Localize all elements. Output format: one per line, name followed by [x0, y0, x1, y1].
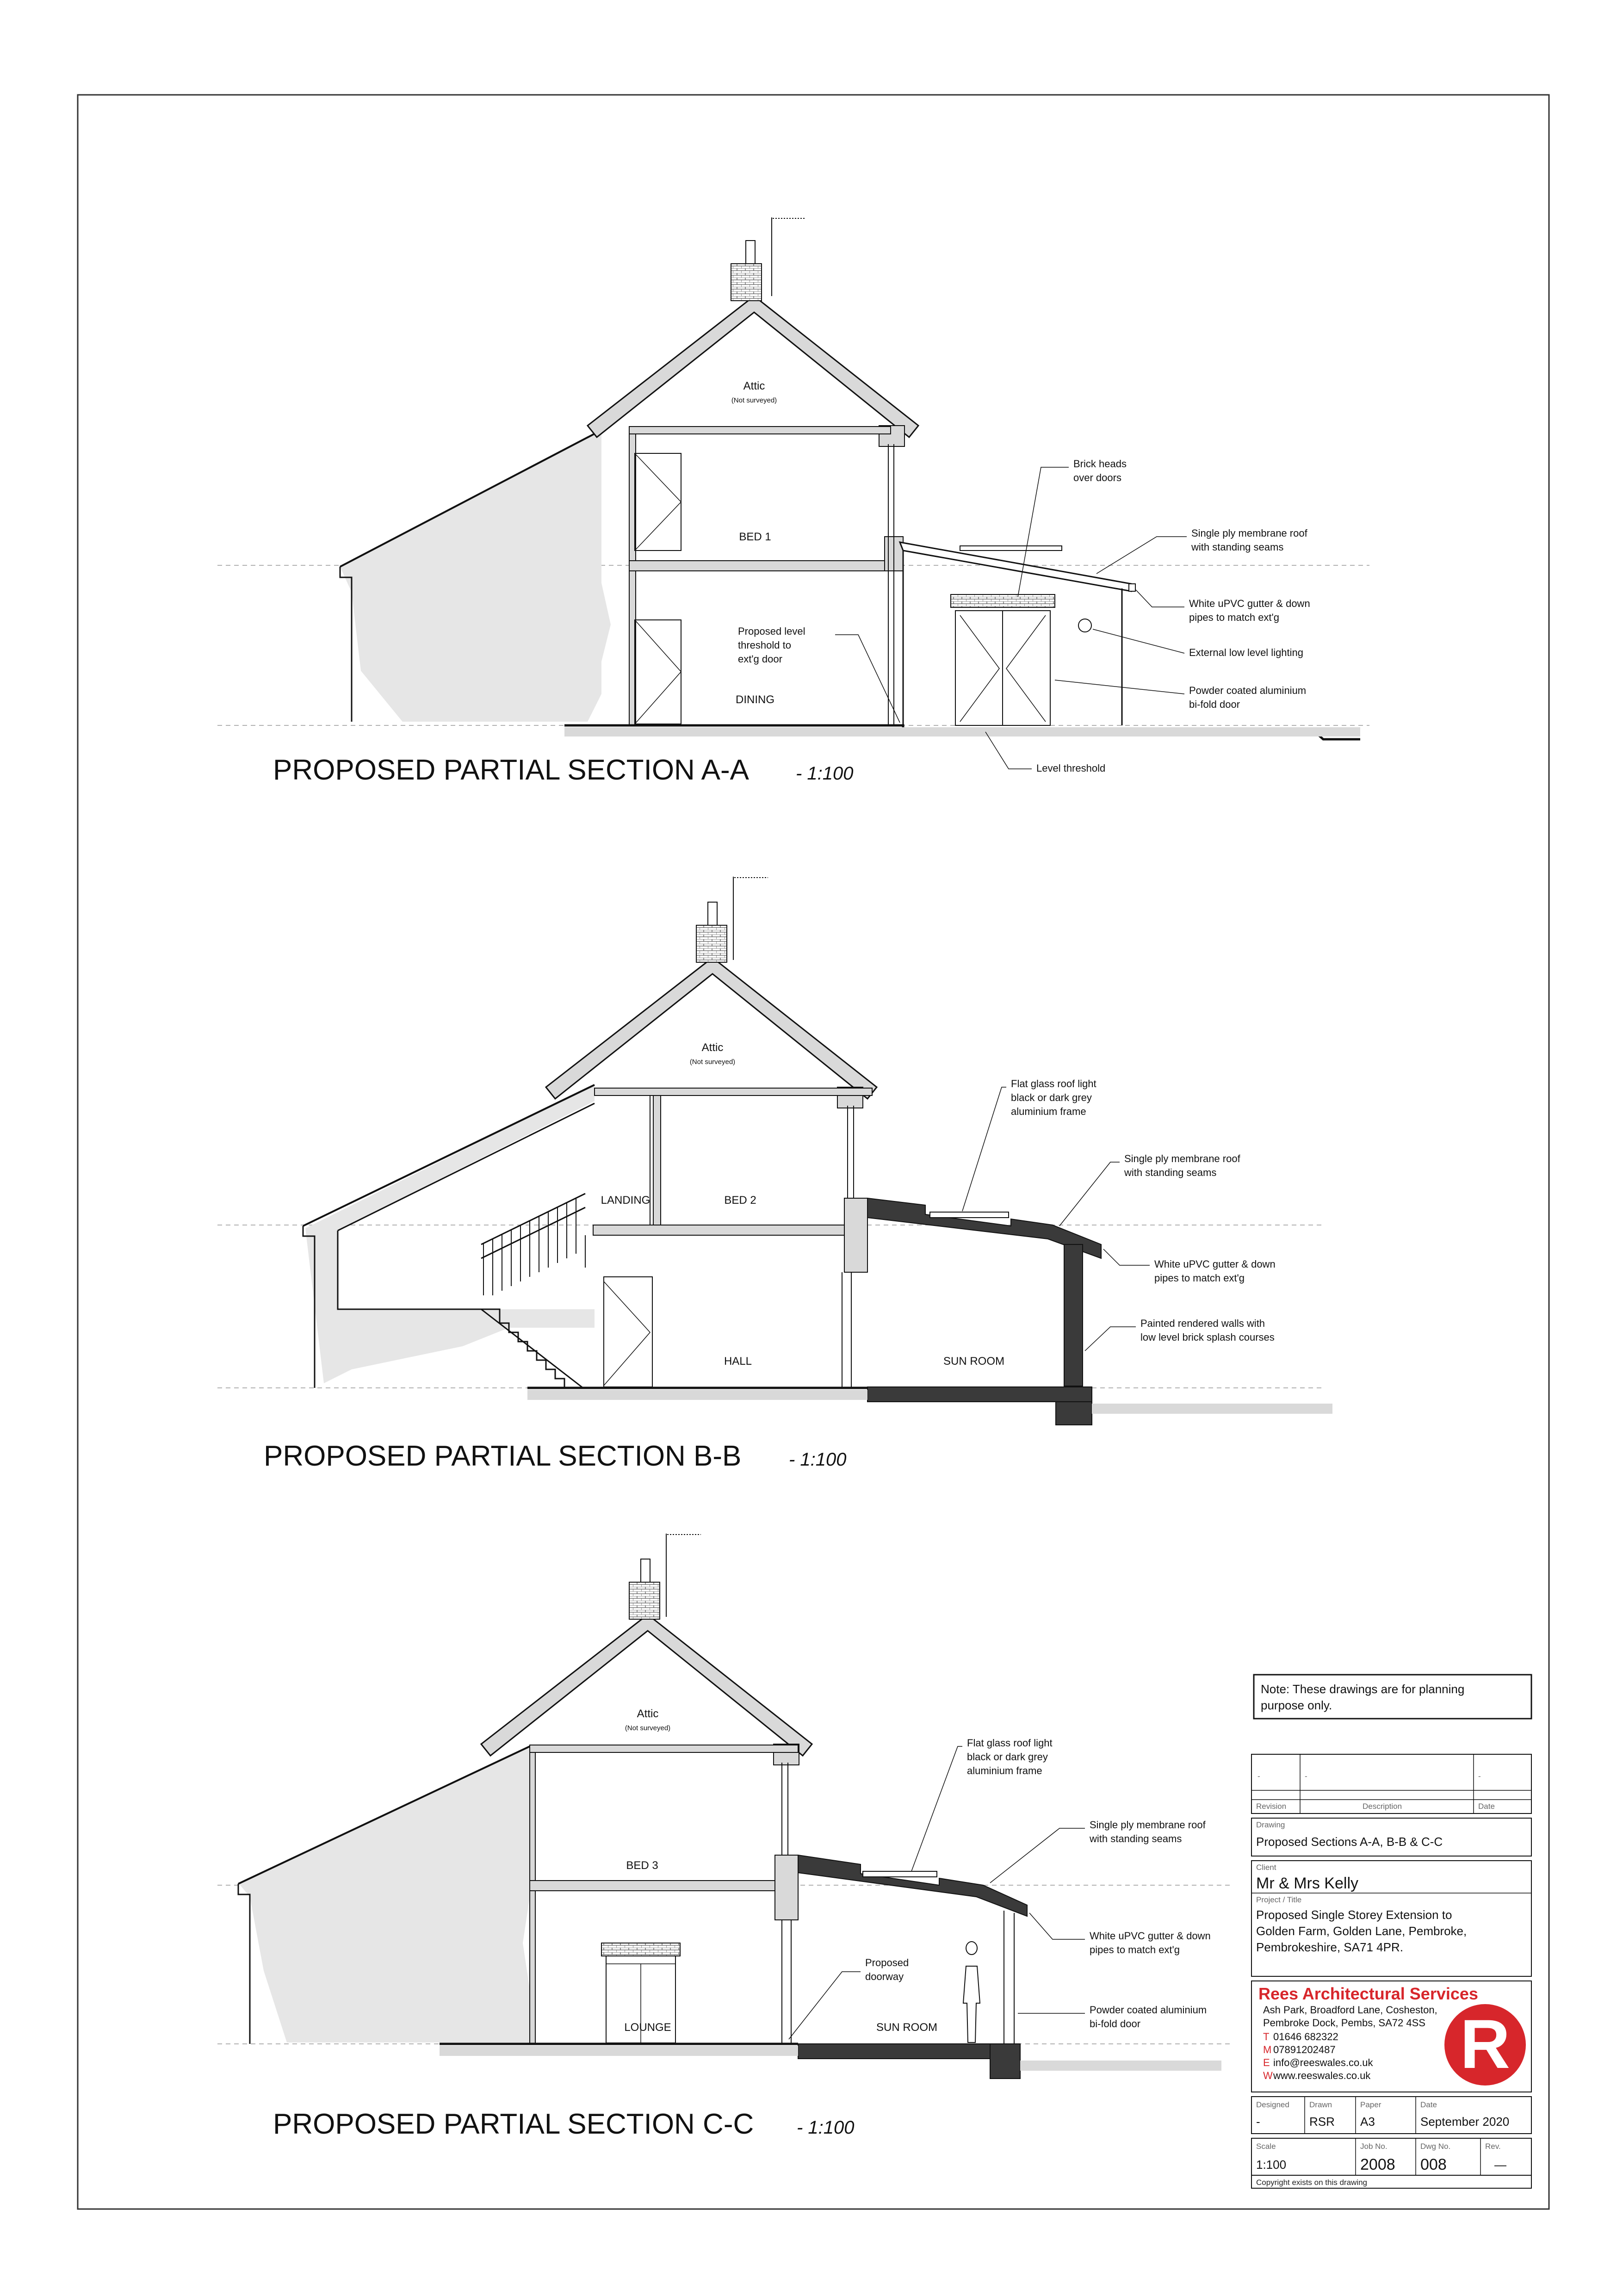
a-note-brick-heads-2: over doors — [1073, 472, 1121, 483]
tb-project-label: Project / Title — [1256, 1895, 1302, 1904]
tb-scale-label: Scale — [1256, 2142, 1276, 2151]
b-leaders — [962, 1087, 1150, 1351]
b-note-rooflight-3: aluminium frame — [1011, 1106, 1086, 1117]
tb-dwg-label: Dwg No. — [1420, 2142, 1451, 2151]
a-note-threshold-2: threshold to — [738, 639, 791, 651]
tb-job-value: 2008 — [1360, 2156, 1395, 2173]
a-note-threshold-1: Proposed level — [738, 625, 805, 637]
b-room-attic: Attic — [701, 1041, 724, 1054]
section-b-b — [217, 877, 1332, 1472]
c-room-attic: Attic — [637, 1708, 659, 1720]
a-room-bed1: BED 1 — [739, 531, 771, 543]
tb-date-value: - — [1478, 1772, 1481, 1781]
c-note-rooflight-3: aluminium frame — [967, 1765, 1042, 1776]
a-room-dining: DINING — [736, 693, 774, 706]
b-section-title: PROPOSED PARTIAL SECTION B-B — [264, 1440, 742, 1472]
tb-contact-w-key: W — [1263, 2070, 1273, 2081]
a-note-brick-heads-1: Brick heads — [1073, 458, 1127, 470]
tb-drawn-value: RSR — [1309, 2115, 1335, 2129]
c-section-scale: - 1:100 — [797, 2117, 855, 2138]
a-room-attic: Attic — [743, 380, 765, 392]
c-main-house — [481, 1534, 812, 2044]
b-note-rooflight-2: black or dark grey — [1011, 1092, 1092, 1103]
b-room-attic-note: (Not surveyed) — [689, 1058, 736, 1066]
a-section-title: PROPOSED PARTIAL SECTION A-A — [273, 754, 749, 786]
tb-contact-e-key: E — [1263, 2057, 1270, 2068]
c-proposed-extension — [798, 1855, 1027, 2079]
a-note-threshold-3: ext'g door — [738, 653, 782, 665]
c-room-sun-room: SUN ROOM — [876, 2021, 937, 2034]
tb-rev-value: - — [1258, 1772, 1260, 1781]
b-note-roof-1: Single ply membrane roof — [1124, 1153, 1240, 1164]
c-note-roof-2: with standing seams — [1090, 1833, 1182, 1844]
a-ground-line — [564, 725, 1360, 739]
tb-date-meta-label: Date — [1420, 2100, 1437, 2109]
tb-job-label: Job No. — [1360, 2142, 1388, 2151]
b-note-walls-2: low level brick splash courses — [1140, 1331, 1275, 1343]
c-note-doorway-1: Proposed — [865, 1957, 909, 1968]
c-note-gutter-1: White uPVC gutter & down — [1090, 1930, 1211, 1942]
b-note-gutter-2: pipes to match ext'g — [1154, 1272, 1245, 1284]
a-note-level-threshold: Level threshold — [1036, 762, 1106, 774]
tb-drawing-label: Drawing — [1256, 1820, 1285, 1829]
b-note-gutter-1: White uPVC gutter & down — [1154, 1258, 1276, 1270]
tb-date-meta-value: September 2020 — [1420, 2115, 1510, 2129]
c-note-roof-1: Single ply membrane roof — [1090, 1819, 1206, 1831]
b-note-roof-2: with standing seams — [1124, 1167, 1217, 1178]
c-note-rooflight-2: black or dark grey — [967, 1751, 1048, 1763]
a-note-roof-2: with standing seams — [1191, 541, 1284, 553]
tb-contact-w: www.reeswales.co.uk — [1273, 2070, 1371, 2081]
a-adjacent-outbuilding — [340, 430, 611, 722]
tb-contact-t: 01646 682322 — [1273, 2031, 1338, 2042]
b-proposed-extension — [867, 1198, 1101, 1425]
tb-paper-label: Paper — [1360, 2100, 1381, 2109]
logo-letter: R — [1460, 2005, 1511, 2083]
c-section-title: PROPOSED PARTIAL SECTION C-C — [273, 2108, 754, 2140]
tb-firm-name: Rees Architectural Services — [1258, 1984, 1478, 2003]
b-room-landing: LANDING — [601, 1194, 650, 1207]
title-block — [1251, 1675, 1531, 2188]
a-note-gutter-2: pipes to match ext'g — [1189, 612, 1279, 623]
c-adjacent-outbuilding — [238, 1746, 530, 2044]
tb-dwg-value: 008 — [1420, 2156, 1447, 2173]
tb-drawn-label: Drawn — [1309, 2100, 1332, 2109]
a-note-gutter-1: White uPVC gutter & down — [1189, 598, 1310, 609]
c-room-attic-note: (Not surveyed) — [625, 1724, 671, 1732]
tb-note-line-1: Note: These drawings are for planning — [1261, 1682, 1465, 1696]
a-proposed-extension — [900, 542, 1135, 725]
b-adjacent-outbuilding — [303, 1085, 595, 1388]
a-note-bifold-2: bi-fold door — [1189, 699, 1240, 710]
tb-rev-label: Revision — [1256, 1802, 1287, 1811]
tb-designed-label: Designed — [1256, 2100, 1289, 2109]
tb-contact-m: 07891202487 — [1273, 2044, 1336, 2055]
tb-date-label: Date — [1478, 1802, 1495, 1811]
tb-desc-label: Description — [1363, 1802, 1402, 1811]
c-room-bed3: BED 3 — [626, 1859, 658, 1872]
tb-contact-e: info@reeswales.co.uk — [1273, 2057, 1373, 2068]
b-room-bed2: BED 2 — [724, 1194, 756, 1207]
c-leaders — [789, 1746, 1085, 2039]
a-note-roof-1: Single ply membrane roof — [1191, 527, 1307, 539]
a-room-attic-note: (Not surveyed) — [731, 396, 777, 404]
section-a-a — [217, 217, 1369, 786]
tb-project-line-1: Proposed Single Storey Extension to — [1256, 1908, 1452, 1922]
tb-drawing-value: Proposed Sections A-A, B-B & C-C — [1256, 1835, 1443, 1849]
tb-scale-value: 1:100 — [1256, 2158, 1287, 2172]
tb-rev-meta-value: — — [1494, 2158, 1506, 2172]
tb-copyright: Copyright exists on this drawing — [1256, 2178, 1368, 2187]
c-note-doorway-2: doorway — [865, 1971, 904, 1982]
a-note-lighting: External low level lighting — [1189, 647, 1304, 658]
tb-client-label: Client — [1256, 1863, 1276, 1872]
tb-designed-value: - — [1256, 2115, 1260, 2129]
tb-client-value: Mr & Mrs Kelly — [1256, 1875, 1358, 1892]
tb-desc-value: - — [1305, 1772, 1307, 1781]
b-room-sun-room: SUN ROOM — [943, 1355, 1004, 1368]
c-note-rooflight-1: Flat glass roof light — [967, 1737, 1053, 1749]
a-section-scale: - 1:100 — [796, 763, 854, 784]
b-room-hall: HALL — [724, 1355, 752, 1368]
c-note-bifold-2: bi-fold door — [1090, 2018, 1141, 2030]
tb-contact-t-key: T — [1263, 2031, 1270, 2042]
tb-address-1: Ash Park, Broadford Lane, Cosheston, — [1263, 2004, 1437, 2016]
a-note-bifold-1: Powder coated aluminium — [1189, 685, 1307, 696]
firm-logo — [1444, 2004, 1526, 2086]
tb-project-line-3: Pembrokeshire, SA71 4PR. — [1256, 1940, 1403, 1954]
tb-project-line-2: Golden Farm, Golden Lane, Pembroke, — [1256, 1924, 1467, 1938]
c-note-gutter-2: pipes to match ext'g — [1090, 1944, 1180, 1956]
section-c-c — [217, 1534, 1231, 2140]
b-section-scale: - 1:100 — [789, 1449, 847, 1470]
c-note-bifold-1: Powder coated aluminium — [1090, 2004, 1207, 2016]
tb-address-2: Pembroke Dock, Pembs, SA72 4SS — [1263, 2017, 1425, 2029]
tb-rev-meta-label: Rev. — [1485, 2142, 1501, 2151]
c-room-lounge: LOUNGE — [624, 2021, 671, 2034]
tb-paper-value: A3 — [1360, 2115, 1375, 2129]
b-note-walls-1: Painted rendered walls with — [1140, 1318, 1265, 1329]
tb-contact-m-key: M — [1263, 2044, 1272, 2055]
tb-note-line-2: purpose only. — [1261, 1698, 1332, 1712]
b-note-rooflight-1: Flat glass roof light — [1011, 1078, 1096, 1089]
